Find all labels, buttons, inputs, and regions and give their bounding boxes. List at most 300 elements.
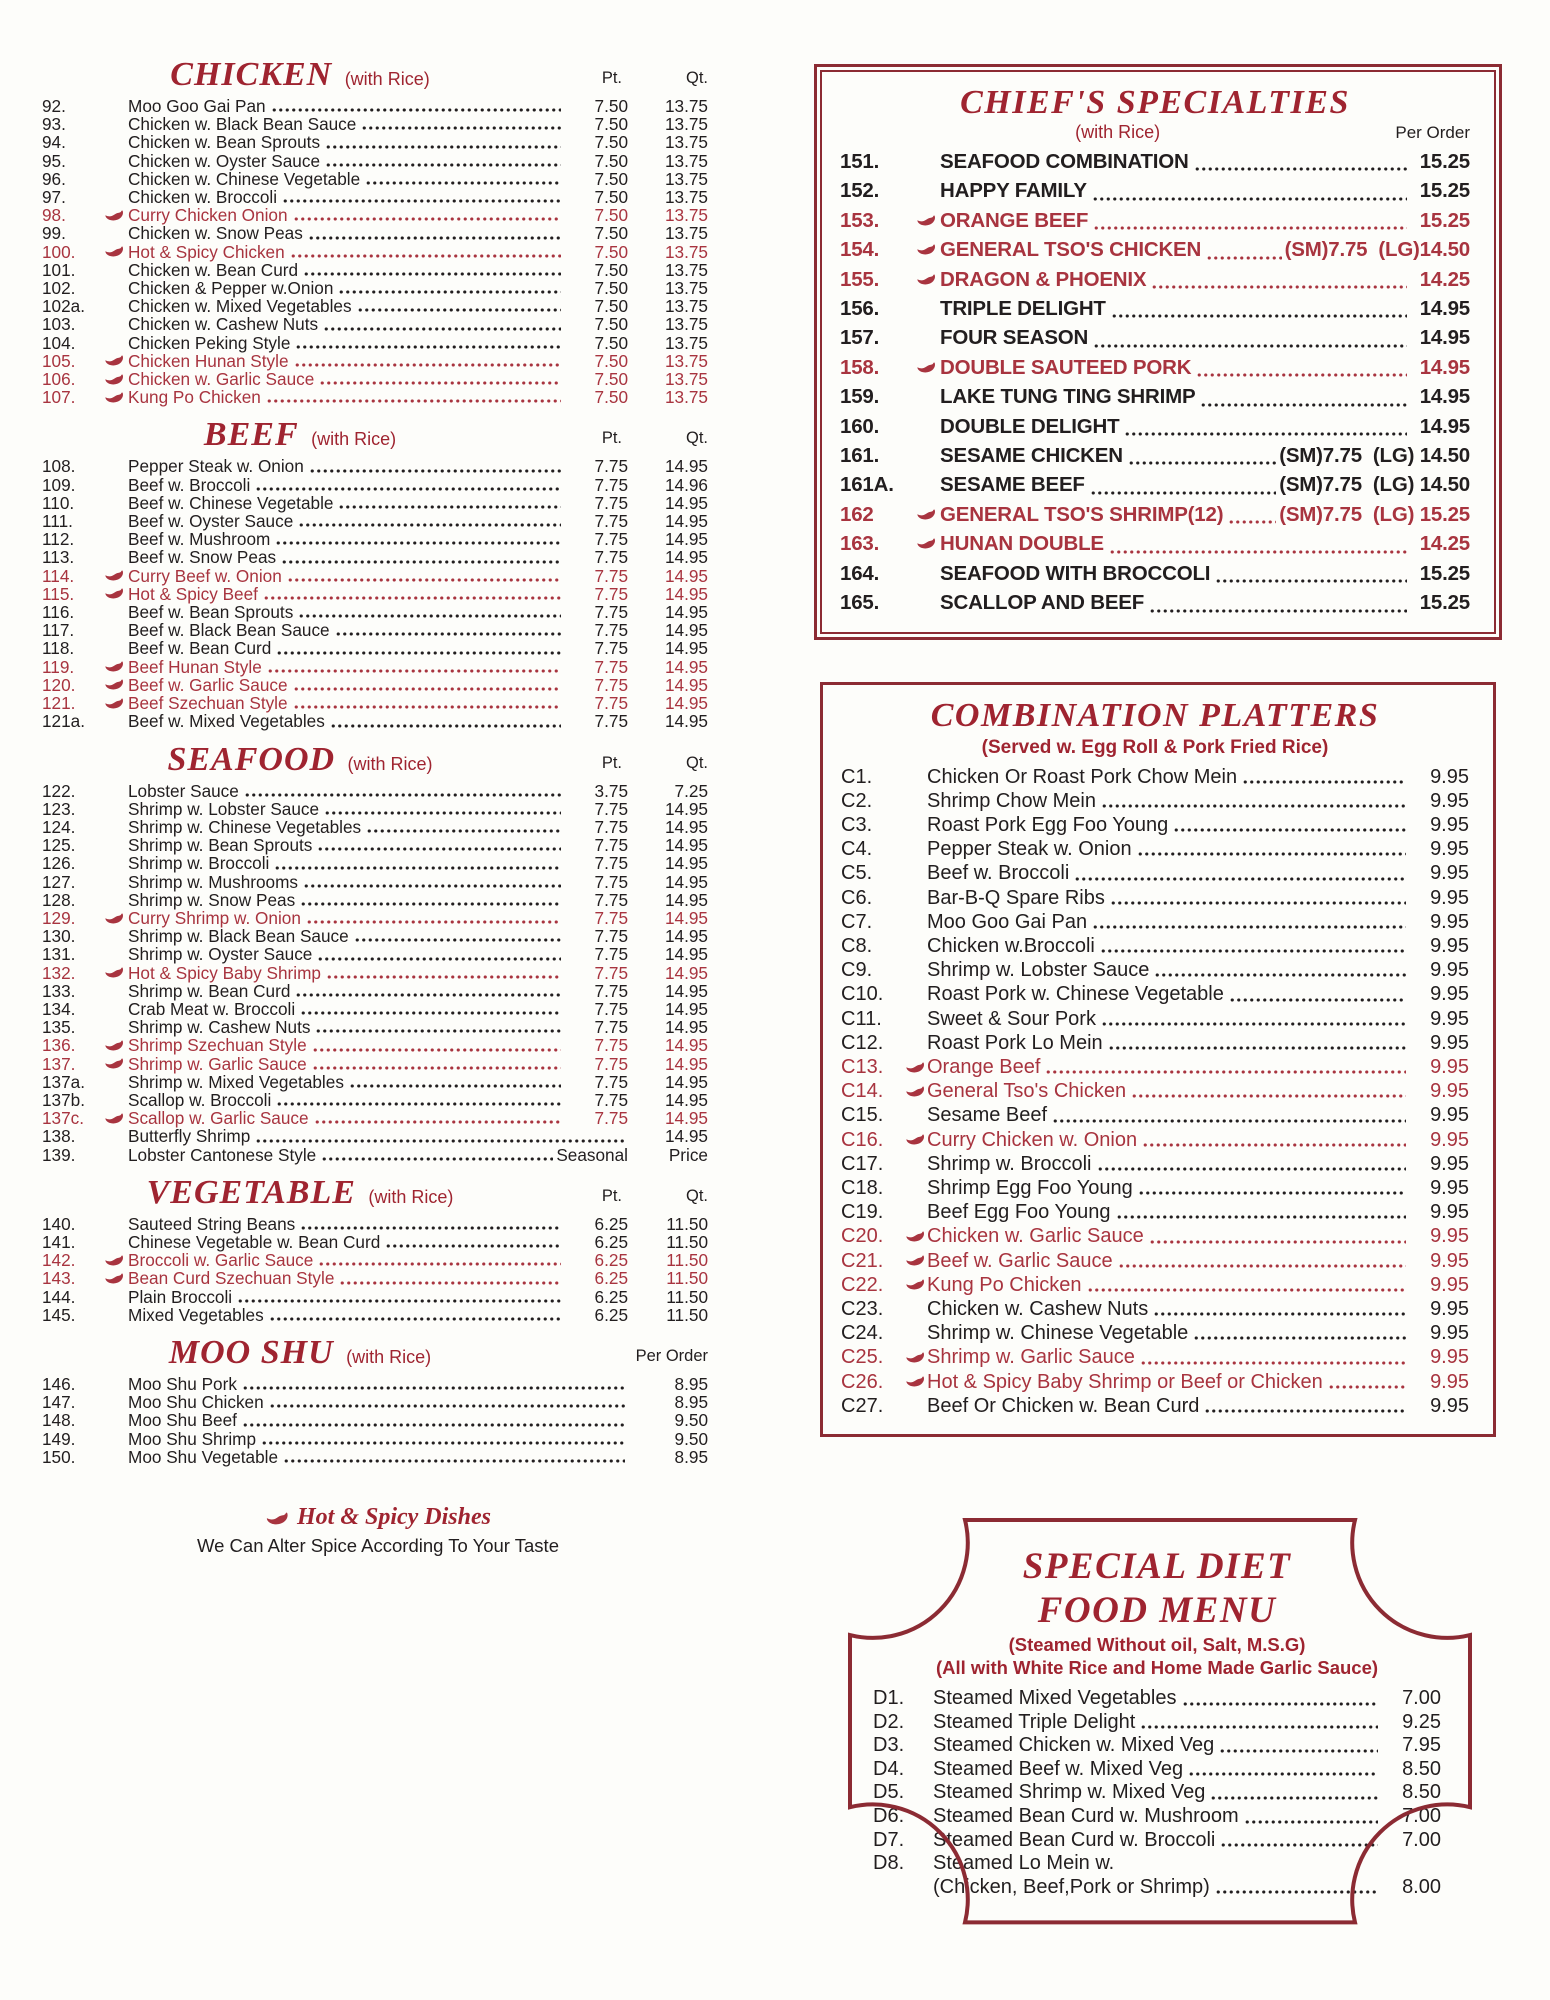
item-price-pint: 7.75 xyxy=(594,926,628,947)
item-number: 128. xyxy=(42,889,76,910)
item-price: 9.95 xyxy=(1430,1273,1469,1296)
dotted-leader xyxy=(237,1299,561,1303)
section-subtitle: (with Rice) xyxy=(346,1346,432,1367)
menu-item-row xyxy=(42,712,714,730)
chili-icon xyxy=(905,1061,927,1074)
item-price: 9.95 xyxy=(1430,1104,1469,1127)
item-price-quart: 13.75 xyxy=(664,350,708,371)
item-number: 119. xyxy=(42,656,75,677)
qt-column-label: Per Order xyxy=(635,1346,708,1365)
item-price-pint: 7.50 xyxy=(594,387,628,408)
dotted-leader xyxy=(1101,1022,1406,1026)
item-name: Beef w. Chinese Vegetable xyxy=(128,492,334,513)
item-name: Steamed Beef w. Mixed Veg xyxy=(933,1757,1184,1780)
menu-item-row xyxy=(841,765,1469,789)
chili-icon xyxy=(905,1278,927,1291)
menu-item-row xyxy=(42,315,714,333)
menu-item-row xyxy=(42,927,714,945)
menu-item-row xyxy=(42,567,714,585)
menu-item-row xyxy=(841,1103,1469,1127)
item-number: 163. xyxy=(840,532,880,556)
item-price-quart: 14.95 xyxy=(664,1071,708,1092)
dotted-leader xyxy=(1116,1215,1407,1219)
item-price: 9.95 xyxy=(1430,1031,1469,1054)
item-name: Chicken w. Bean Curd xyxy=(128,259,299,280)
item-name: Shrimp Szechuan Style xyxy=(128,1035,307,1056)
item-name: Shrimp w. Mushrooms xyxy=(128,871,299,892)
chili-icon xyxy=(916,243,940,256)
item-number: C11. xyxy=(841,1007,882,1030)
item-name: Beef w. Garlic Sauce xyxy=(128,674,288,695)
dotted-leader xyxy=(1153,1312,1406,1316)
item-price-quart: 8.95 xyxy=(674,1392,708,1413)
diet-note-2: (All with White Rice and Home Made Garlic Sauce) xyxy=(935,1656,1379,1678)
dotted-leader xyxy=(314,1120,561,1124)
item-price: 7.00 xyxy=(1402,1828,1441,1851)
menu-item-row xyxy=(42,782,714,800)
chili-icon xyxy=(104,966,128,979)
dotted-leader xyxy=(1228,520,1276,524)
item-price-pint: 7.75 xyxy=(594,511,628,532)
item-price-quart: 13.75 xyxy=(664,296,708,317)
dotted-leader xyxy=(290,254,561,258)
dotted-leader xyxy=(338,505,561,509)
dotted-leader xyxy=(267,669,561,673)
dotted-leader xyxy=(244,793,561,797)
dotted-leader xyxy=(293,687,561,691)
menu-item-row xyxy=(841,982,1469,1006)
item-price: 14.25 xyxy=(1419,532,1470,556)
pt-column-label: Pt. xyxy=(601,429,622,448)
item-number: 161A. xyxy=(840,473,894,497)
item-price: 7.00 xyxy=(1402,1804,1441,1827)
platters-items xyxy=(841,765,1469,1418)
menu-item-row xyxy=(840,323,1470,352)
item-name: LAKE TUNG TING SHRIMP xyxy=(940,385,1196,409)
item-price-quart: 14.95 xyxy=(664,907,708,928)
item-name: Shrimp w. Broccoli xyxy=(128,853,270,874)
menu-item-row xyxy=(841,886,1469,910)
section-header xyxy=(42,56,714,94)
dotted-leader xyxy=(1210,1796,1378,1800)
item-price: 9.95 xyxy=(1430,813,1469,836)
chili-icon xyxy=(104,1057,128,1070)
item-name: General Tso's Chicken xyxy=(927,1080,1127,1103)
item-number: C10. xyxy=(841,983,884,1006)
item-name: Bean Curd Szechuan Style xyxy=(128,1268,335,1289)
item-name: Moo Goo Gai Pan xyxy=(128,96,266,116)
item-price-quart: 11.50 xyxy=(666,1231,708,1252)
item-number: 111. xyxy=(42,511,73,532)
dotted-leader xyxy=(326,975,561,979)
item-price: 9.95 xyxy=(1430,1152,1469,1175)
item-number: 150. xyxy=(42,1446,76,1467)
item-number: 122. xyxy=(42,780,76,801)
section-subtitle: (with Rice) xyxy=(347,753,433,774)
item-number: 121a. xyxy=(42,711,86,732)
item-number: C18. xyxy=(841,1176,884,1199)
item-name: Orange Beef xyxy=(927,1055,1041,1078)
menu-item-row xyxy=(840,176,1470,205)
item-price-quart: 14.95 xyxy=(664,1126,708,1147)
section-title: VEGETABLE xyxy=(146,1173,356,1211)
item-name: SESAME BEEF xyxy=(940,473,1085,497)
item-number: C8. xyxy=(841,934,873,957)
dotted-leader xyxy=(295,345,561,349)
item-name: Steamed Shrimp w. Mixed Veg xyxy=(933,1781,1206,1804)
item-number: C24. xyxy=(841,1322,884,1345)
section-title: BEEF xyxy=(203,416,299,454)
item-name: Steamed Bean Curd w. Broccoli xyxy=(933,1828,1216,1851)
item-name: Chicken w. Cashew Nuts xyxy=(927,1297,1149,1320)
item-number: 142. xyxy=(42,1250,76,1271)
item-name: Chicken w. Black Bean Sauce xyxy=(128,114,357,135)
item-number: 117. xyxy=(42,620,75,641)
item-name: SCALLOP AND BEEF xyxy=(940,591,1145,615)
menu-item-row xyxy=(42,1288,714,1306)
item-name: Broccoli w. Garlic Sauce xyxy=(128,1250,314,1271)
item-price-quart: 14.95 xyxy=(664,620,708,641)
dotted-leader xyxy=(300,1226,561,1230)
item-number: 118. xyxy=(42,638,75,659)
menu-section xyxy=(42,741,714,1164)
item-price: 9.95 xyxy=(1430,1394,1469,1417)
item-name: Curry Chicken w. Onion xyxy=(927,1128,1138,1151)
dotted-leader xyxy=(318,1262,561,1266)
item-name: Steamed Chicken w. Mixed Veg xyxy=(933,1734,1215,1757)
item-price: 9.95 xyxy=(1430,910,1469,933)
item-number: 148. xyxy=(42,1410,76,1431)
item-price-pint: 7.50 xyxy=(594,332,628,353)
menu-item-row xyxy=(42,800,714,818)
item-number: 131. xyxy=(42,944,76,965)
item-price: 14.95 xyxy=(1419,297,1470,321)
dotted-leader xyxy=(1097,1167,1407,1171)
item-price-pint: 7.75 xyxy=(594,980,628,1001)
section-items xyxy=(42,1375,714,1466)
chili-icon xyxy=(265,1511,289,1526)
item-name: Hot & Spicy Chicken xyxy=(128,241,285,262)
item-price-quart: 14.95 xyxy=(664,1035,708,1056)
special-diet-box xyxy=(845,1515,1475,1927)
item-price-quart: 13.75 xyxy=(664,114,708,135)
item-name: Lobster Cantonese Style xyxy=(128,1144,317,1165)
item-number: 110. xyxy=(42,492,75,513)
item-name: Moo Shu Shrimp xyxy=(128,1428,257,1449)
item-price: 7.00 xyxy=(1402,1686,1441,1709)
item-name: Shrimp w. Lobster Sauce xyxy=(128,798,320,819)
item-price-quart: 14.95 xyxy=(664,547,708,568)
item-price-quart: 14.95 xyxy=(664,889,708,910)
specialties-title: CHIEF'S SPECIALTIES xyxy=(960,84,1350,121)
chili-icon xyxy=(104,245,128,258)
item-name: Lobster Sauce xyxy=(128,780,239,801)
item-number: 99. xyxy=(42,223,66,244)
menu-item-row xyxy=(841,861,1469,885)
item-price-quart: 14.95 xyxy=(664,980,708,1001)
dotted-leader xyxy=(1108,1046,1406,1050)
dotted-leader xyxy=(1092,925,1406,929)
specialties-subheader xyxy=(840,122,1470,143)
menu-item-row xyxy=(42,1269,714,1287)
item-price-pint: 7.50 xyxy=(594,296,628,317)
item-number: 96. xyxy=(42,168,66,189)
dotted-leader xyxy=(295,993,561,997)
item-price-pint: 7.75 xyxy=(594,1017,628,1038)
item-number: 137a. xyxy=(42,1071,86,1092)
item-name: Beef Or Chicken w. Bean Curd xyxy=(927,1394,1200,1417)
menu-item-row xyxy=(841,1128,1469,1152)
item-number: 101. xyxy=(42,259,76,280)
section-title-area xyxy=(42,1174,558,1212)
dotted-leader xyxy=(319,381,561,385)
item-price-pint: 6.25 xyxy=(594,1213,628,1234)
menu-item-row xyxy=(42,964,714,982)
dotted-leader xyxy=(315,1029,561,1033)
dotted-leader xyxy=(1142,1143,1406,1147)
item-price-quart: 7.25 xyxy=(674,780,708,801)
item-price-quart: 14.95 xyxy=(664,511,708,532)
dotted-leader xyxy=(354,938,561,942)
item-price-quart: 8.95 xyxy=(674,1446,708,1467)
item-price-pint: 7.75 xyxy=(594,620,628,641)
menu-item-row xyxy=(873,1829,1441,1853)
item-price-quart: 8.95 xyxy=(674,1373,708,1394)
menu-item-row xyxy=(42,243,714,261)
item-price-quart: 14.95 xyxy=(664,816,708,837)
item-price-quart: 14.95 xyxy=(664,944,708,965)
item-price-pint: 7.75 xyxy=(594,1108,628,1129)
dotted-leader xyxy=(349,1084,561,1088)
item-name: Steamed Bean Curd w. Mushroom xyxy=(933,1804,1239,1827)
item-price-pint: 7.75 xyxy=(594,998,628,1019)
menu-item-row xyxy=(42,1411,714,1429)
item-price: 9.95 xyxy=(1430,1297,1469,1320)
menu-item-row xyxy=(841,1224,1469,1248)
dotted-leader xyxy=(1219,1749,1378,1753)
item-price-pint: 6.25 xyxy=(594,1304,628,1325)
item-name: Beef w. Snow Peas xyxy=(128,547,277,568)
dotted-leader xyxy=(1149,609,1407,613)
item-name: Chicken w. Cashew Nuts xyxy=(128,314,319,335)
menu-item-row xyxy=(42,873,714,891)
item-number: 143. xyxy=(42,1268,76,1289)
chili-icon xyxy=(916,508,940,521)
chili-icon xyxy=(104,209,128,222)
item-price-pint: 7.75 xyxy=(594,602,628,623)
menu-item-row xyxy=(841,1345,1469,1369)
item-price-quart: 13.75 xyxy=(664,132,708,153)
item-name: Chicken Or Roast Pork Chow Mein xyxy=(927,765,1238,788)
item-number: 153. xyxy=(840,208,880,232)
item-price-quart: 13.75 xyxy=(664,369,708,390)
item-price: 9.95 xyxy=(1430,765,1469,788)
menu-item-row xyxy=(841,837,1469,861)
dotted-leader xyxy=(276,1102,561,1106)
item-price-pint: 7.75 xyxy=(594,656,628,677)
item-price: 15.25 xyxy=(1419,150,1470,173)
item-number: 121. xyxy=(42,693,76,714)
item-price-quart: 14.95 xyxy=(664,492,708,513)
section-subtitle: (with Rice) xyxy=(368,1186,454,1207)
item-price-pint: 7.75 xyxy=(594,835,628,856)
item-price: 9.95 xyxy=(1430,886,1469,909)
chili-icon xyxy=(905,1375,927,1388)
item-number: C23. xyxy=(841,1297,884,1320)
item-name: GENERAL TSO'S CHICKEN xyxy=(940,238,1202,262)
item-price-pint: 7.75 xyxy=(594,456,628,477)
item-number: 93. xyxy=(42,114,66,135)
item-name: (Chicken, Beef,Pork or Shrimp) xyxy=(933,1875,1210,1898)
menu-item-row xyxy=(42,224,714,242)
dotted-leader xyxy=(1196,373,1407,377)
item-number: 123. xyxy=(42,798,76,819)
item-price: 15.25 xyxy=(1419,591,1470,615)
item-name: Sesame Beef xyxy=(927,1104,1048,1127)
dotted-leader xyxy=(1204,1409,1406,1413)
item-number: 138. xyxy=(42,1126,76,1147)
item-number: C14. xyxy=(841,1080,884,1103)
dotted-leader xyxy=(282,199,561,203)
item-number: 140. xyxy=(42,1213,76,1234)
item-name: Chicken Hunan Style xyxy=(128,350,289,371)
menu-item-row xyxy=(42,1055,714,1073)
menu-item-row xyxy=(841,910,1469,934)
item-price-pint: Seasonal xyxy=(556,1144,628,1165)
menu-item-row xyxy=(841,958,1469,982)
dotted-leader xyxy=(338,290,561,294)
menu-item-row xyxy=(42,530,714,548)
dotted-leader xyxy=(300,1011,561,1015)
dotted-leader xyxy=(1154,973,1406,977)
chili-icon xyxy=(905,1230,927,1243)
item-name: Beef w. Bean Sprouts xyxy=(128,602,294,623)
item-number: C22. xyxy=(841,1273,884,1296)
menu-item-row xyxy=(42,585,714,603)
item-name: Shrimp Chow Mein xyxy=(927,789,1096,812)
item-price: 9.95 xyxy=(1430,1370,1469,1393)
dotted-leader xyxy=(1092,197,1407,201)
item-name: Shrimp w. Mixed Vegetables xyxy=(128,1071,344,1092)
dotted-leader xyxy=(1328,1385,1406,1389)
menu-section xyxy=(42,1334,714,1466)
item-name: Beef w. Bean Curd xyxy=(128,638,272,659)
dotted-leader xyxy=(1124,432,1407,436)
item-price-quart: 13.75 xyxy=(664,187,708,208)
chili-icon xyxy=(916,273,940,286)
item-price-quart: 14.95 xyxy=(664,638,708,659)
item-price: (SM)7.75 (LG) 15.25 xyxy=(1279,502,1470,526)
item-price-pint: 3.75 xyxy=(594,780,628,801)
item-number: 160. xyxy=(840,414,880,438)
item-name: Roast Pork w. Chinese Vegetable xyxy=(927,983,1224,1006)
item-price-quart: 13.75 xyxy=(664,259,708,280)
item-number: 132. xyxy=(42,962,76,983)
item-price: 9.95 xyxy=(1430,789,1469,812)
left-menu-sections xyxy=(42,56,714,1466)
dotted-leader xyxy=(339,1281,561,1285)
item-price-pint: 7.75 xyxy=(594,1053,628,1074)
item-price: 9.95 xyxy=(1430,838,1469,861)
item-price-quart: 14.95 xyxy=(664,565,708,586)
item-price-pint: 7.75 xyxy=(594,1071,628,1092)
menu-item-row xyxy=(42,261,714,279)
item-price: 9.95 xyxy=(1430,1080,1469,1103)
section-subtitle: (with Rice) xyxy=(311,429,397,450)
item-number: 137c. xyxy=(42,1108,85,1129)
item-name: Shrimp w. Chinese Vegetable xyxy=(927,1322,1189,1345)
item-name: Shrimp w. Broccoli xyxy=(927,1152,1092,1175)
item-price-quart: 14.95 xyxy=(664,456,708,477)
chili-icon xyxy=(905,1254,927,1267)
menu-item-row xyxy=(841,1297,1469,1321)
menu-item-row xyxy=(42,297,714,315)
item-price-pint: 7.75 xyxy=(594,529,628,550)
item-price: 7.95 xyxy=(1402,1734,1441,1757)
menu-item-row xyxy=(42,603,714,621)
dotted-leader xyxy=(1220,1843,1378,1847)
item-price: (SM)7.75 (LG)14.50 xyxy=(1284,238,1470,262)
item-name: Roast Pork Egg Foo Young xyxy=(927,813,1169,836)
dotted-leader xyxy=(1131,1094,1406,1098)
item-price-quart: 14.95 xyxy=(664,529,708,550)
item-number: 98. xyxy=(42,205,66,226)
menu-item-row xyxy=(42,1000,714,1018)
item-price: 9.25 xyxy=(1402,1710,1441,1733)
dotted-leader xyxy=(1090,491,1276,495)
item-price-pint: 7.50 xyxy=(594,132,628,153)
dotted-leader xyxy=(276,651,561,655)
item-number: 165. xyxy=(840,591,880,615)
dotted-leader xyxy=(1200,403,1407,407)
item-number: C15. xyxy=(841,1104,884,1127)
qt-column-label: Qt. xyxy=(685,69,708,87)
menu-item-row xyxy=(42,1146,714,1164)
section-subtitle: (with Rice) xyxy=(344,69,430,89)
item-price-pint: 7.75 xyxy=(594,798,628,819)
item-name: Mixed Vegetables xyxy=(128,1304,264,1325)
item-number: 156. xyxy=(840,297,880,321)
menu-item-row xyxy=(42,1036,714,1054)
item-price-quart: 14.95 xyxy=(664,1017,708,1038)
menu-item-row xyxy=(841,1321,1469,1345)
item-price: 9.95 xyxy=(1430,1176,1469,1199)
item-name: Chicken w. Oyster Sauce xyxy=(128,150,321,171)
item-price-quart: 11.50 xyxy=(666,1213,708,1234)
item-name: Pepper Steak w. Onion xyxy=(128,456,304,477)
dotted-leader xyxy=(1188,1772,1378,1776)
item-name: Chicken w. Garlic Sauce xyxy=(128,369,315,390)
item-price-pint: 7.50 xyxy=(594,223,628,244)
item-name: Beef w. Black Bean Sauce xyxy=(128,620,330,641)
item-price-quart: 14.95 xyxy=(664,1053,708,1074)
menu-item-row xyxy=(42,133,714,151)
item-name: Chicken Peking Style xyxy=(128,332,291,353)
item-price: 9.95 xyxy=(1430,959,1469,982)
item-number: 94. xyxy=(42,132,66,153)
section-title-area xyxy=(42,416,558,454)
item-price-pint: 6.25 xyxy=(594,1286,628,1307)
item-price: 9.95 xyxy=(1430,934,1469,957)
item-number: 102. xyxy=(42,278,76,299)
item-name: Scallop w. Broccoli xyxy=(128,1089,272,1110)
specialties-items xyxy=(840,147,1470,618)
item-number: 108. xyxy=(42,456,76,477)
item-number: 113. xyxy=(42,547,75,568)
item-price: (SM)7.75 (LG) 14.50 xyxy=(1279,444,1470,468)
item-name: Moo Shu Vegetable xyxy=(128,1446,279,1467)
item-name: TRIPLE DELIGHT xyxy=(940,297,1106,321)
